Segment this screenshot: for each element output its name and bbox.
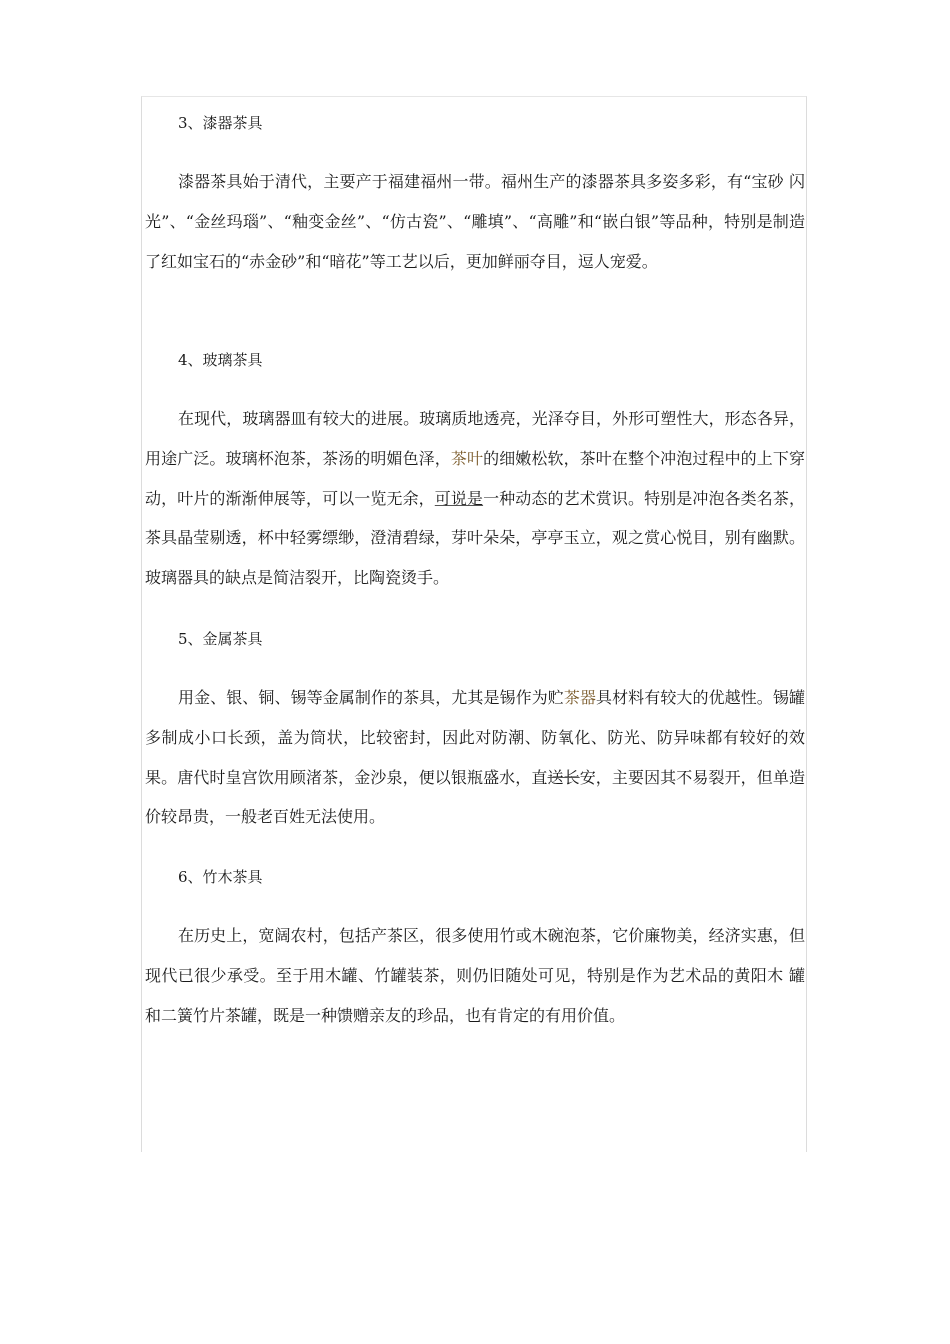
section-heading-glass: 4、玻璃茶具: [178, 351, 263, 369]
metal-text-a: 用金、银、铜、锡等金属制作的茶具，尤其是锡作为贮: [178, 688, 564, 707]
section-heading-metal: 5、金属茶具: [178, 630, 263, 648]
metal-text-b: 具材料有较大的优越性。锡罐多制成小口长颈，盖为筒状，比较密封，因此对防潮、防氧化、防光、防异味都有较好的效果。唐代时皇宫饮用顾渚茶，金沙泉，便以银瓶盛水，直: [145, 688, 805, 787]
section-body-glass: [145, 399, 805, 598]
section-body-metal: [145, 678, 805, 837]
section-body-lacquer: 漆器茶具始于清代，主要产于福建福州一带。福州生产的漆器茶具多姿多彩，有“宝砂 闪光”、“金丝玛瑙”、“釉变金丝”、“仿古瓷”、“雕填”、“高雕”和“嵌白银”等品种，特别是制造了红如宝石的“赤金砂”和“暗花”等工艺以后，更加鲜丽夺目，逗人宠爱。: [145, 172, 805, 271]
section-heading-lacquer: 3、漆器茶具: [178, 114, 263, 132]
tea-leaf-link[interactable]: 茶叶: [450, 448, 484, 468]
struck-phrase: 送长: [547, 767, 580, 787]
glass-text-c: 一种动态的艺术赏识。特别是冲泡各类名茶，茶具晶莹剔透，杯中轻雾缥缈，澄清碧绿，芽叶朵朵，亭亭玉立，观之赏心悦目，别有幽默。玻璃器具的缺点是简洁裂开，比陶瓷烫手。: [145, 488, 805, 588]
section-heading-bamboo: 6、竹木茶具: [178, 868, 263, 886]
section-body-bamboo: 在历史上，宽阔农村，包括产茶区，很多使用竹或木碗泡茶，它价廉物美，经济实惠，但现代已很少承受。至于用木罐、竹罐装茶，则仍旧随处可见，特别是作为艺术品的黄阳木 罐和二簧竹片茶罐，既是一种馈赠亲友的珍品，也有肯定的有用价值。: [145, 926, 805, 1025]
tea-ware-link[interactable]: 茶器: [563, 688, 597, 707]
glass-text-a: 在现代，玻璃器皿有较大的进展。玻璃质地透亮，光泽夺目，外形可塑性大，形态各异， 用途广泛。玻璃杯泡茶，茶汤的明媚色泽，: [145, 409, 805, 468]
glass-text-b: 的细嫩松软，茶叶在整个冲泡过程中的上下穿动，叶片的渐渐伸展等，可以一览无余，: [145, 448, 805, 508]
underlined-phrase: 可说是: [434, 488, 484, 508]
metal-text-c: 安，主要因其不易裂开，但单造价较昂贵，一般老百姓无法使用。: [145, 767, 805, 827]
document-panel: [141, 96, 807, 1152]
